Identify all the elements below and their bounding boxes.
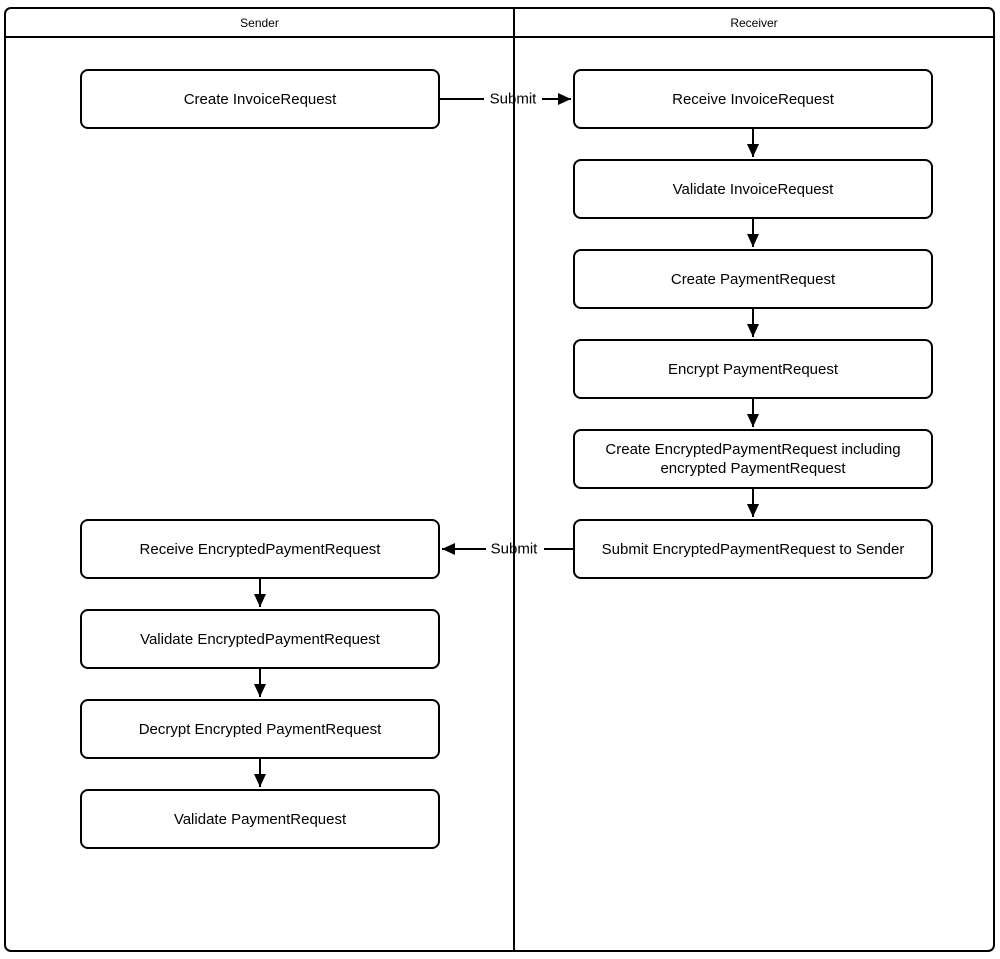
cross-lane-arrows: [440, 99, 573, 549]
node-validate-invoice-request: Validate InvoiceRequest: [573, 159, 933, 219]
node-create-payment-request: Create PaymentRequest: [573, 249, 933, 309]
node-receive-invoice-request: Receive InvoiceRequest: [573, 69, 933, 129]
node-decrypt-encrypted-payment-request: Decrypt Encrypted PaymentRequest: [80, 699, 440, 759]
edge-label-submit-to-sender: Submit: [490, 540, 538, 558]
node-encrypt-payment-request: Encrypt PaymentRequest: [573, 339, 933, 399]
node-validate-payment-request: Validate PaymentRequest: [80, 789, 440, 849]
edge-label-submit-to-receiver: Submit: [489, 90, 537, 108]
node-create-invoice-request: Create InvoiceRequest: [80, 69, 440, 129]
node-submit-encrypted-payment-request: Submit EncryptedPaymentRequest to Sender: [573, 519, 933, 579]
node-create-encrypted-payment-request: Create EncryptedPaymentRequest including encrypted PaymentRequest: [573, 429, 933, 489]
node-validate-encrypted-payment-request: Validate EncryptedPaymentRequest: [80, 609, 440, 669]
lane-header-receiver: Receiver: [730, 15, 778, 30]
lane-header-sender: Sender: [240, 15, 279, 30]
node-receive-encrypted-payment-request: Receive EncryptedPaymentRequest: [80, 519, 440, 579]
